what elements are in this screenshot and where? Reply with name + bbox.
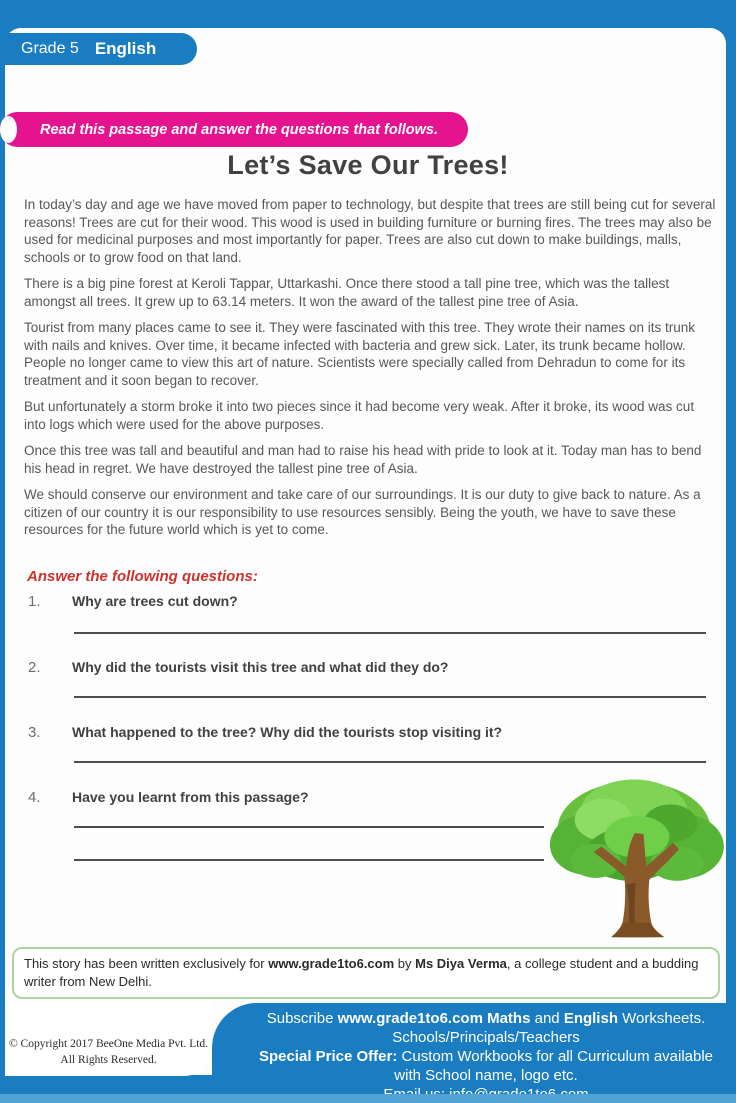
passage-paragraph: But unfortunately a storm broke it into two pieces since it had become very weak. After it broke, its wood was cut into logs which were used for the above purposes. [24, 399, 695, 432]
credit-author: Ms Diya Verma [415, 956, 507, 971]
credit-site: www.grade1to6.com [268, 956, 395, 971]
answer-line-q1[interactable] [74, 632, 706, 634]
passage-paragraph: In today’s day and age we have moved from paper to technology, but despite that trees are still being cut for several reasons! Trees are cut for their wood. This wood is used in building furniture or burning fires. The trees may also be used for medicinal purposes and most importantly for paper. Trees are also cut down to make buildings, malls, schools or to grow food on that land. [24, 197, 716, 265]
grade-label: Grade 5 [21, 40, 79, 57]
copyright-box [5, 1003, 212, 1076]
passage-title: Let’s Save Our Trees! [227, 150, 509, 180]
answer-line-q4-b[interactable] [74, 859, 544, 861]
question-number: 4. [28, 789, 41, 806]
credit-mid: by [394, 956, 416, 971]
footer-school-line: with School name, logo etc. [394, 1066, 578, 1084]
question-text: Why are trees cut down? [72, 593, 238, 609]
offer-text: Custom Workbooks for all Curriculum available [397, 1047, 714, 1065]
credit-note [12, 947, 720, 999]
footer-offer-line [246, 1048, 726, 1067]
copyright-line1: © Copyright 2017 BeeOne Media Pvt. Ltd. [8, 1038, 209, 1050]
question-text: What happened to the tree? Why did the tourists stop visiting it? [72, 724, 503, 740]
credit-post: , a college student and a budding writer from New Delhi. [24, 956, 699, 990]
grade-subject-badge [5, 33, 197, 65]
question-text: Have you learnt from this passage? [72, 789, 309, 805]
answer-line-q3[interactable] [74, 761, 706, 763]
passage-paragraph: Tourist from many places came to see it. They were fascinated with this tree. They wrote their names on its trunk with nails and knives. Over time, it became infected with bacteria and grew sick. Later, its trunk became hollow. People no longer came to view this art of nature. Scientists were specially called from Dehradun to come for its treatment and it soon began to recover. [24, 320, 696, 388]
offer-label: Special Price Offer: [258, 1047, 398, 1065]
subject-label: English [94, 39, 157, 58]
subscribe-pre: Subscribe [266, 1010, 338, 1027]
subscribe-site: www.grade1to6.com Maths [337, 1010, 531, 1027]
footer-subscribe-line [246, 1010, 726, 1029]
tree-illustration-icon [538, 770, 730, 942]
subscribe-english: English [563, 1010, 618, 1027]
question-number: 1. [28, 593, 41, 610]
footer-subscribe-panel [212, 1003, 736, 1103]
instruction-banner [0, 112, 468, 147]
question-number: 3. [28, 724, 41, 741]
passage-paragraph: Once this tree was tall and beautiful and man had to raise his head with pride to look at it. Today man has to bend his head in regret. We have destroyed the tallest pine tree of Asia. [24, 443, 702, 476]
credit-pre: This story has been written exclusively for [24, 956, 269, 971]
question-number: 2. [28, 659, 41, 676]
passage-paragraph: There is a big pine forest at Keroli Tappar, Uttarkashi. Once there stood a tall pine tree, which was the tallest amongst all trees. It grew up to 63.14 meters. It won the award of the tallest pine tree of Asia. [24, 276, 670, 309]
instruction-text: Read this passage and answer the questions that follows. [40, 121, 439, 138]
passage-paragraph: We should conserve our environment and take care of our surroundings. It is our duty to give back to nature. As a citizen of our country it is our responsibility to use resources sensibly. Being the youth, we have to save these resources for the future world which is yet to come. [24, 487, 701, 537]
footer-accent-strip [0, 1094, 736, 1103]
bullet-oval-icon [0, 116, 17, 143]
question-text: Why did the tourists visit this tree and what did they do? [72, 659, 449, 675]
passage-body [24, 196, 716, 548]
answer-line-q4-a[interactable] [74, 826, 544, 828]
answer-line-q2[interactable] [74, 696, 706, 698]
subscribe-post: Worksheets. [617, 1010, 706, 1027]
questions-heading: Answer the following questions: [27, 568, 258, 585]
copyright-line2: All Rights Reserved. [60, 1053, 157, 1066]
footer-audience-line: Schools/Principals/Teachers [392, 1028, 580, 1046]
subscribe-mid: and [530, 1010, 564, 1027]
